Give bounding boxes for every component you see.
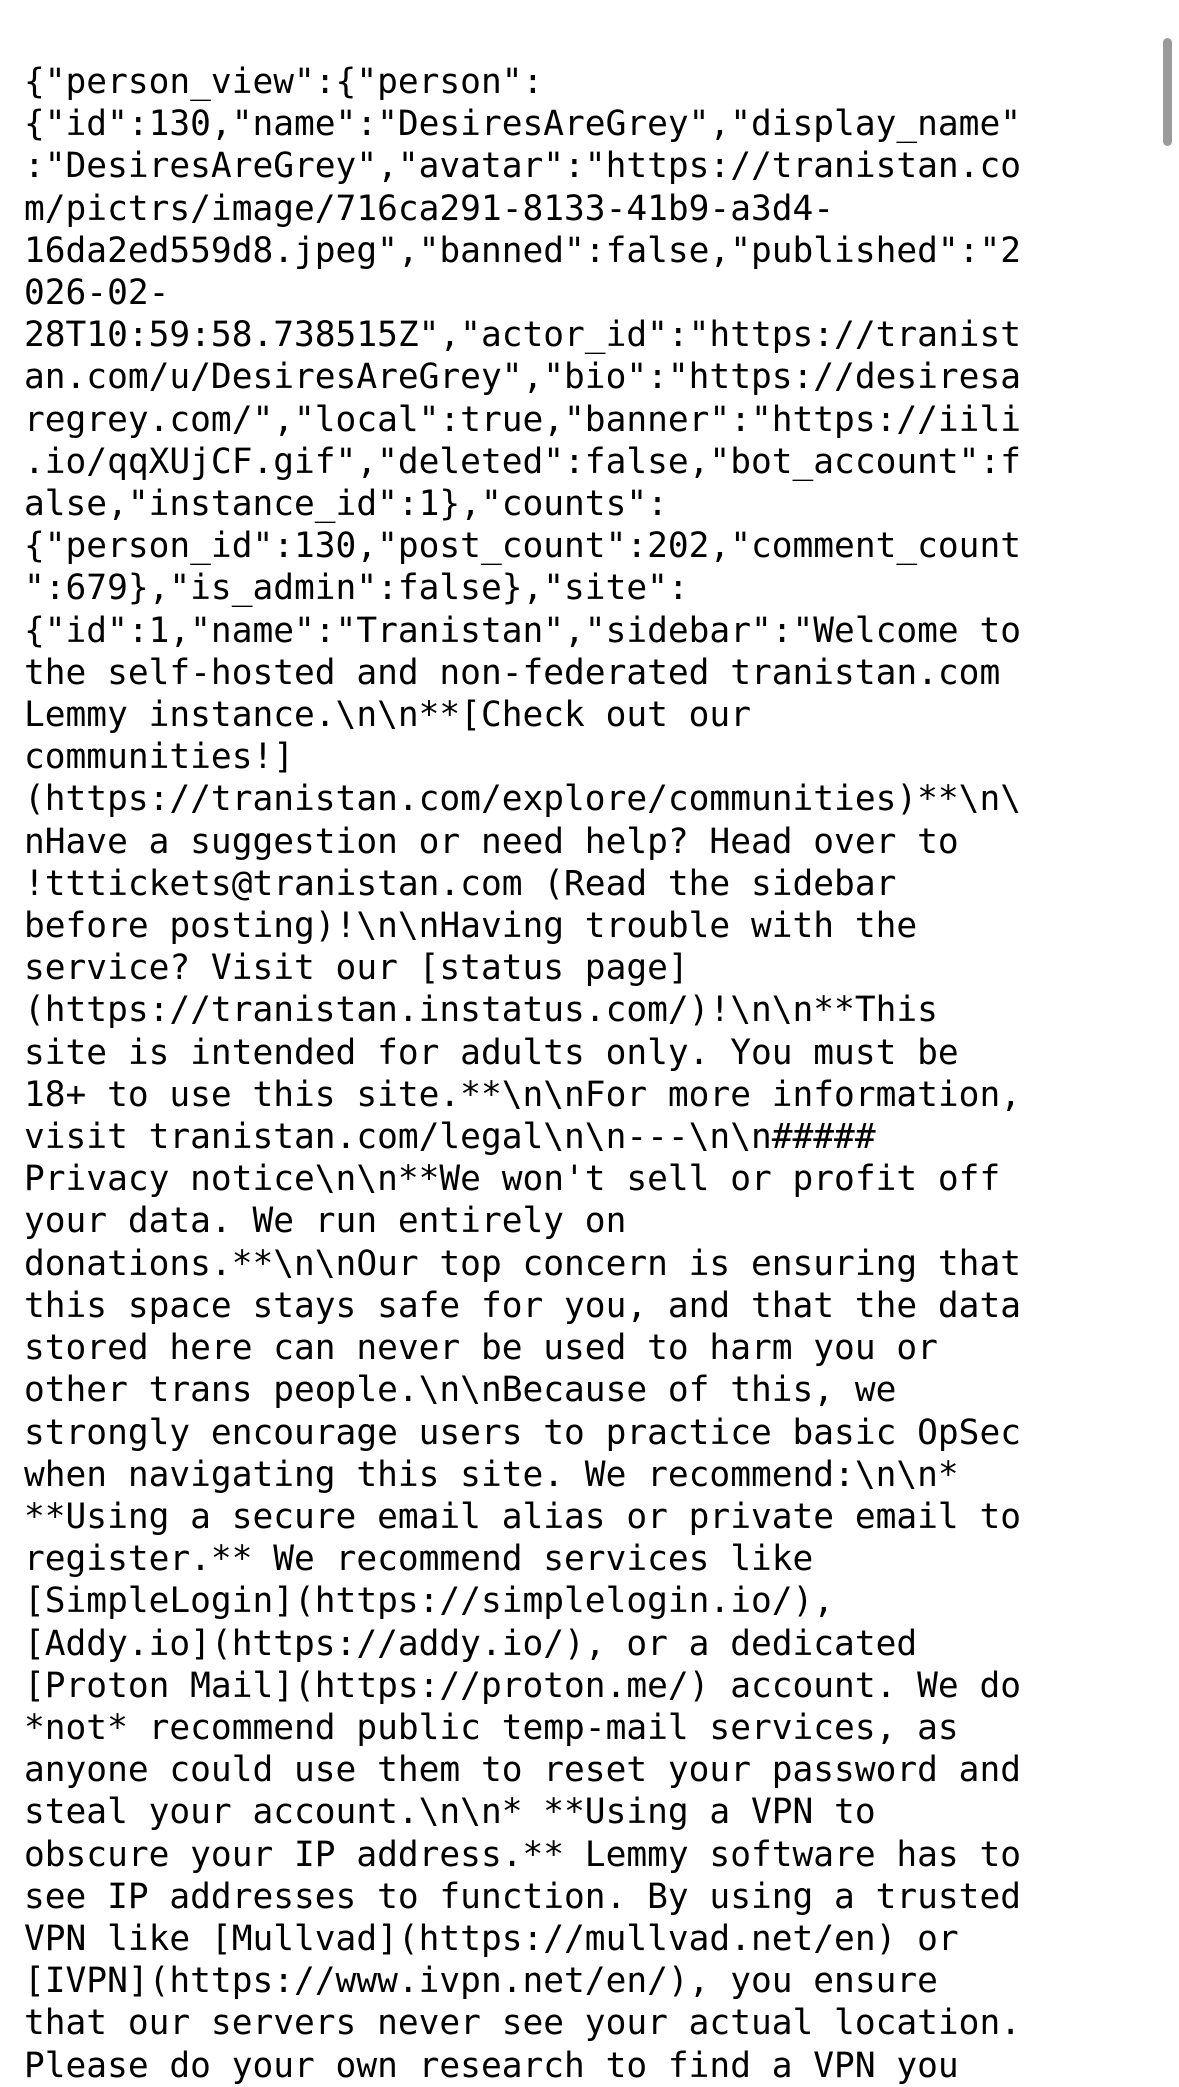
json-text-line: stored here can never be used to harm you or	[24, 1328, 938, 1369]
raw-json-text	[24, 61, 1152, 2087]
json-text-line: [SimpleLogin](https://simplelogin.io/),	[24, 1581, 835, 1622]
json-text-line: [Addy.io](https://addy.io/), or a dedicated	[24, 1623, 918, 1664]
json-text-line: register.** We recommend services like	[24, 1539, 814, 1580]
json-text-line: 18+ to use this site.**\n\nFor more information,	[24, 1074, 1021, 1115]
vertical-scrollbar-thumb[interactable]	[1163, 38, 1172, 146]
json-text-line: regrey.com/","local":true,"banner":"https://iili	[24, 399, 1021, 440]
json-text-line: [Proton Mail](https://proton.me/) account. We do	[24, 1665, 1021, 1706]
json-text-line: that our servers never see your actual location.	[24, 2003, 1021, 2044]
json-text-line: service? Visit our [status page]	[24, 948, 689, 989]
json-text-line: this space stays safe for you, and that the data	[24, 1285, 1021, 1326]
json-text-line: 16da2ed559d8.jpeg","banned":false,"published":"2	[24, 230, 1021, 271]
json-text-line: before posting)!\n\nHaving trouble with the	[24, 906, 918, 947]
json-text-line: anyone could use them to reset your password and	[24, 1750, 1021, 1791]
json-text-line: ":679},"is_admin":false},"site":	[24, 568, 689, 609]
json-text-line: {"person_view":{"person":	[24, 62, 544, 102]
json-text-line: 026-02-	[24, 273, 170, 314]
json-text-line: Privacy notice\n\n**We won't sell or profit off	[24, 1159, 1001, 1200]
json-text-line: 28T10:59:58.738515Z","actor_id":"https://tranist	[24, 315, 1021, 356]
json-text-line: other trans people.\n\nBecause of this, we	[24, 1370, 897, 1411]
json-text-line: nHave a suggestion or need help? Head over to	[24, 821, 959, 862]
json-text-line: *not* recommend public temp-mail services, as	[24, 1707, 959, 1748]
json-text-line: strongly encourage users to practice basic OpSec	[24, 1412, 1021, 1453]
json-text-line: visit tranistan.com/legal\n\n---\n\n#####	[24, 1117, 876, 1158]
json-text-line: .io/qqXUjCF.gif","deleted":false,"bot_account":f	[24, 441, 1021, 482]
json-text-line: your data. We run entirely on	[24, 1201, 627, 1242]
json-text-line: when navigating this site. We recommend:\n\n*	[24, 1454, 959, 1495]
json-text-line: !tttickets@tranistan.com (Read the sidebar	[24, 863, 897, 904]
json-text-line: obscure your IP address.** Lemmy software has to	[24, 1834, 1021, 1875]
json-text-line: see IP addresses to function. By using a trusted	[24, 1876, 1021, 1917]
json-text-line: (https://tranistan.com/explore/communities)**\n\	[24, 779, 1021, 820]
json-text-line: m/pictrs/image/716ca291-8133-41b9-a3d4-	[24, 188, 835, 229]
json-text-line: donations.**\n\nOur top concern is ensuring that	[24, 1243, 1021, 1284]
json-text-line: {"id":130,"name":"DesiresAreGrey","display_name"	[24, 104, 1021, 145]
json-text-line: communities!]	[24, 737, 295, 778]
json-text-line: alse,"instance_id":1},"counts":	[24, 484, 668, 525]
json-text-line: :"DesiresAreGrey","avatar":"https://tranistan.co	[24, 146, 1021, 187]
json-text-line: Lemmy instance.\n\n**[Check out our	[24, 695, 751, 736]
json-text-line: **Using a secure email alias or private email to	[24, 1496, 1021, 1537]
json-text-line: steal your account.\n\n* **Using a VPN to	[24, 1792, 876, 1833]
json-text-line: site is intended for adults only. You must be	[24, 1032, 959, 1073]
json-text-line: an.com/u/DesiresAreGrey","bio":"https://desiresa	[24, 357, 1021, 398]
json-text-line: VPN like [Mullvad](https://mullvad.net/en) or	[24, 1918, 959, 1959]
json-text-line: [IVPN](https://www.ivpn.net/en/), you ensure	[24, 1961, 938, 2002]
json-text-line: the self-hosted and non-federated tranistan.com	[24, 652, 1001, 693]
json-text-line: {"person_id":130,"post_count":202,"comment_count	[24, 526, 1021, 567]
json-text-line: Please do your own research to find a VPN you	[24, 2045, 959, 2086]
json-text-line: (https://tranistan.instatus.com/)!\n\n**This	[24, 990, 938, 1031]
json-text-line: {"id":1,"name":"Tranistan","sidebar":"Welcome to	[24, 610, 1021, 651]
